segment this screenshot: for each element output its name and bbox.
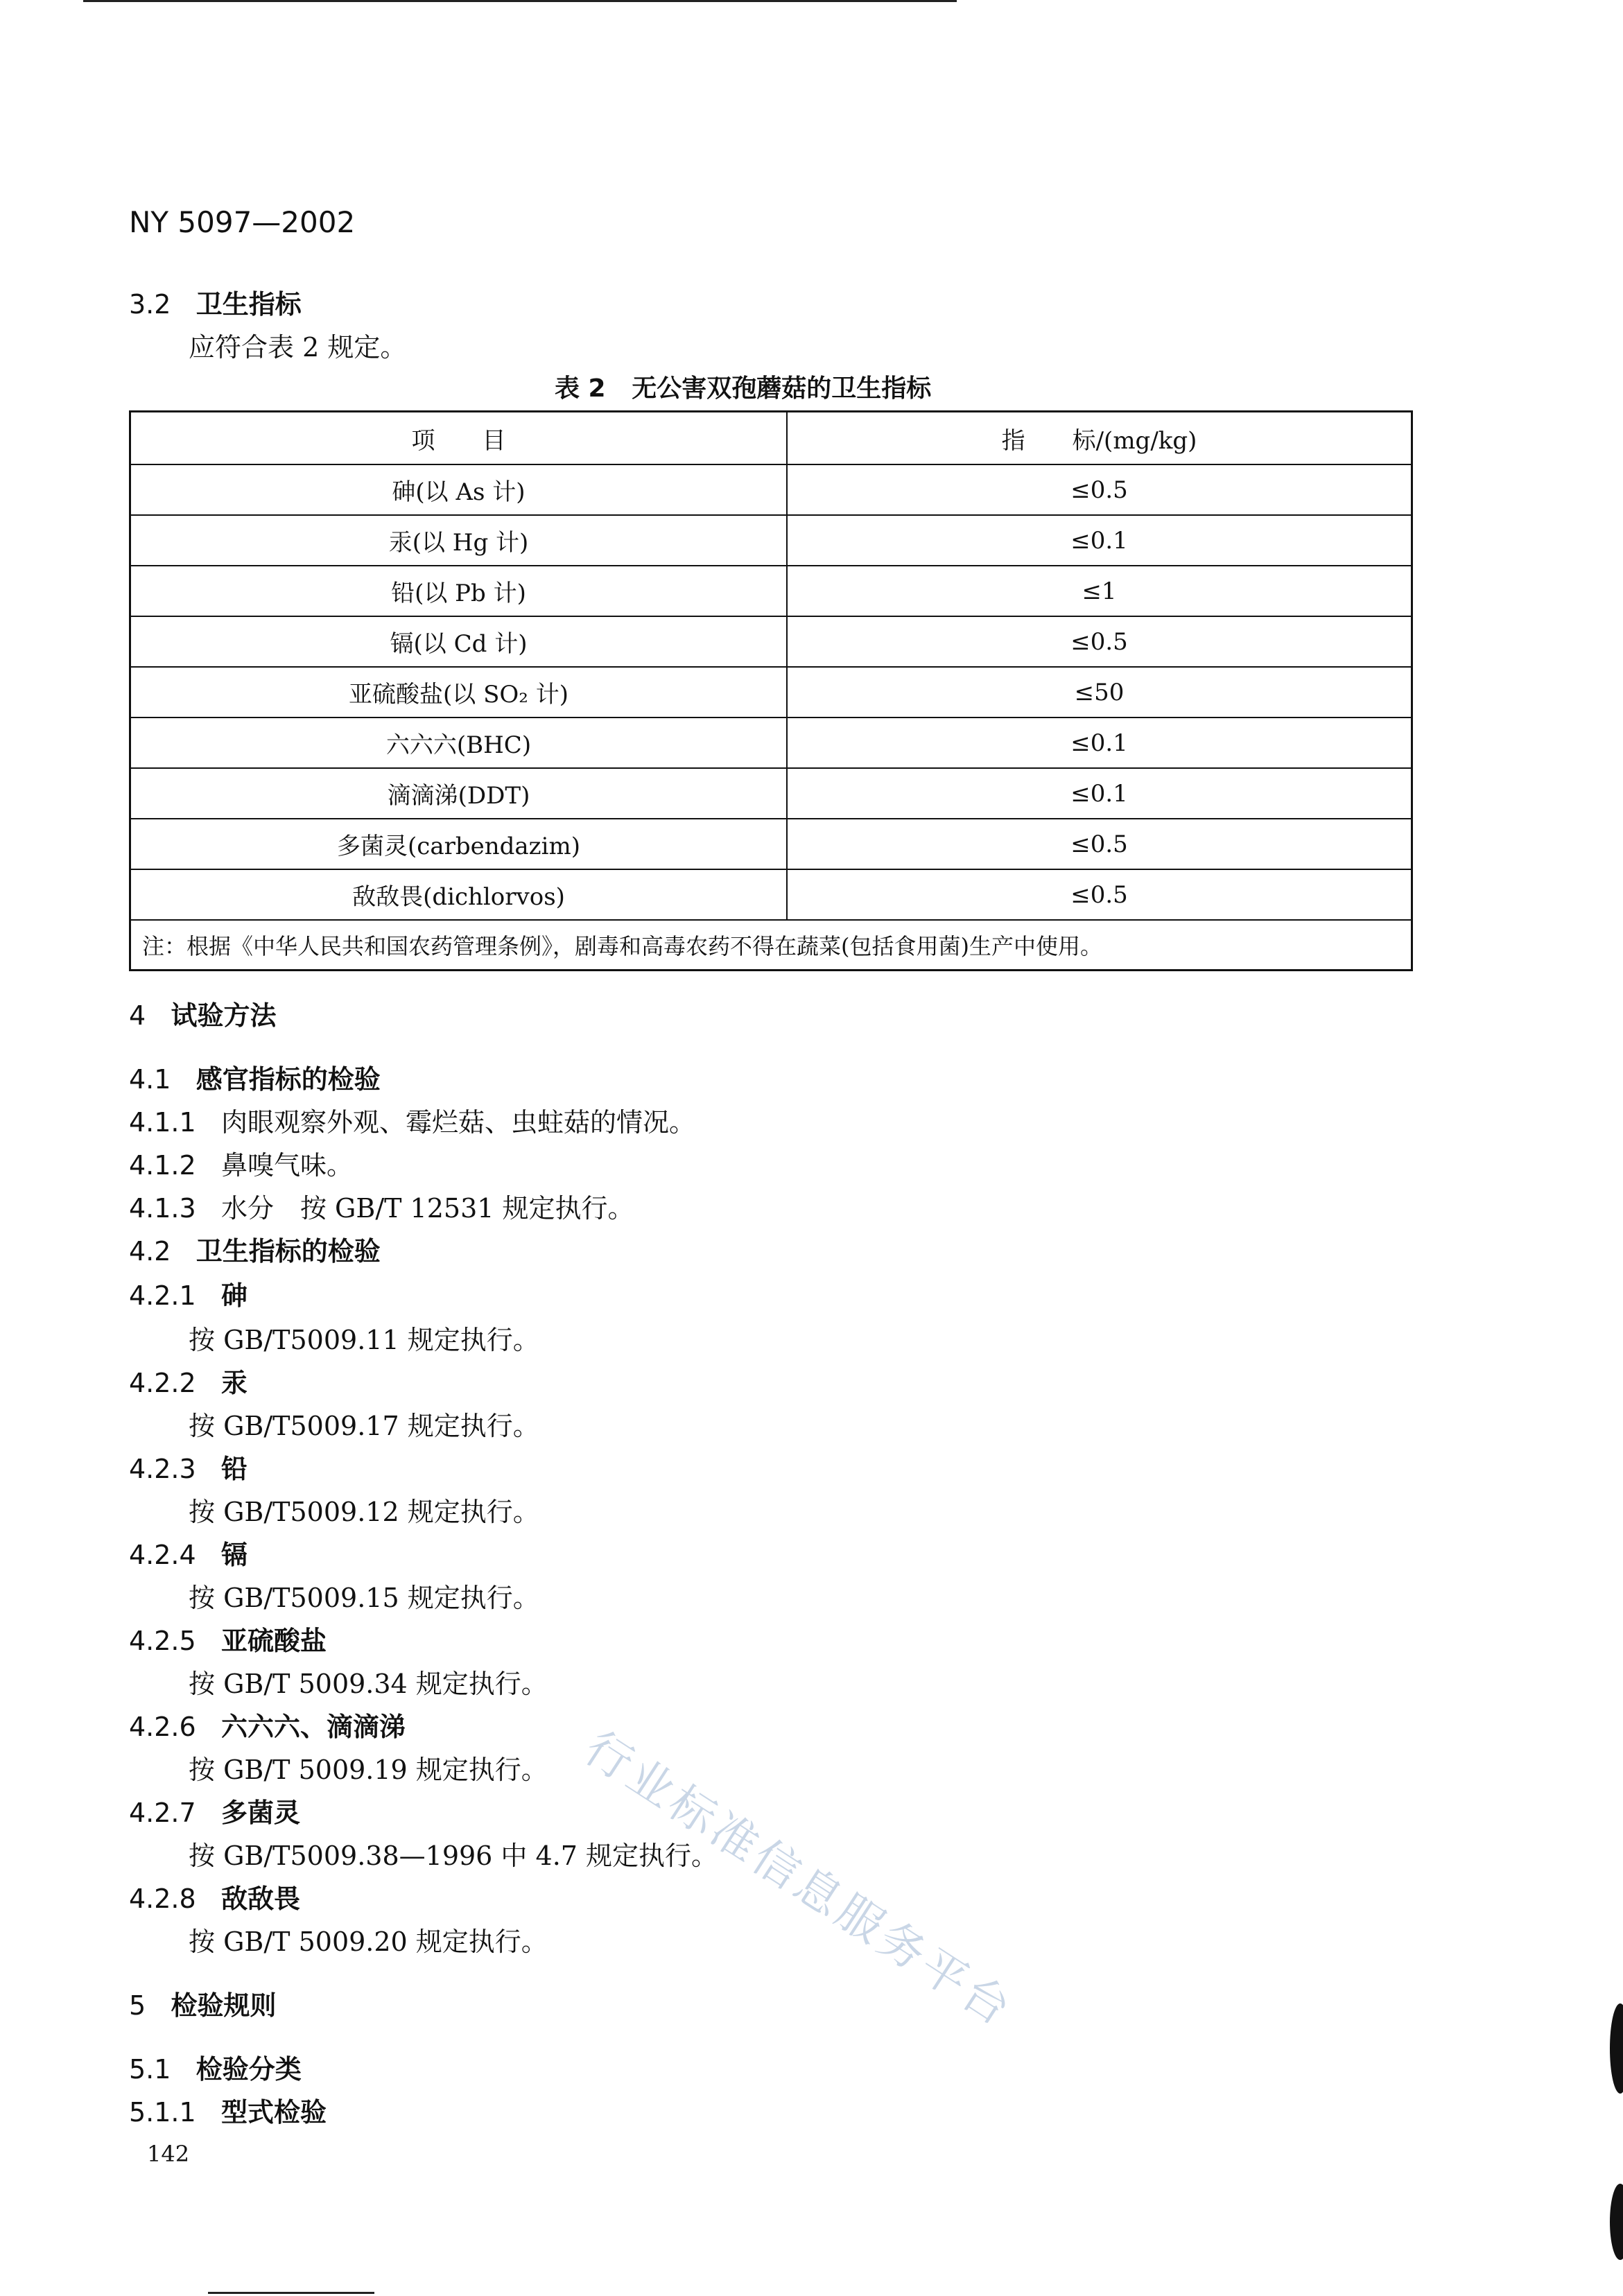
section-text: 鼻嗅气味。: [220, 1150, 353, 1181]
document-code: NY 5097—2002: [129, 205, 356, 239]
limit-cell: ≤0.5: [787, 819, 1412, 869]
section-number: 4.1: [129, 1064, 171, 1095]
section-title: 砷: [220, 1280, 248, 1311]
section-number: 4.2.3: [129, 1454, 196, 1484]
section-number: 4.2.1: [129, 1280, 196, 1311]
table-row: [130, 515, 1412, 566]
section-title: 卫生指标的检验: [196, 1236, 381, 1267]
section-4-2-4-heading: [129, 1533, 248, 1572]
bottom-scan-line: [208, 2292, 374, 2294]
section-4-2-2-heading: [129, 1362, 248, 1400]
hygiene-index-table: [129, 410, 1413, 971]
section-title: 感官指标的检验: [196, 1064, 381, 1095]
section-4-1-2: [129, 1144, 353, 1182]
table-row: [130, 464, 1412, 515]
limit-cell: ≤0.1: [787, 515, 1412, 566]
section-4-2-8-heading: [129, 1877, 300, 1915]
item-cell: 滴滴涕(DDT): [130, 768, 788, 819]
section-4-1-heading: [129, 1058, 381, 1096]
item-cell: 亚硫酸盐(以 SO₂ 计): [130, 667, 788, 718]
section-4-2-8-text: 按 GB/T 5009.20 规定执行。: [189, 1927, 548, 1957]
section-4-2-7-text: 按 GB/T5009.38—1996 中 4.7 规定执行。: [189, 1841, 718, 1871]
table-row: [130, 819, 1412, 869]
table-row: [130, 566, 1412, 616]
section-text: 肉眼观察外观、霉烂菇、虫蛀菇的情况。: [220, 1107, 695, 1138]
section-4-1-3: [129, 1187, 634, 1225]
section-number: 4.1.1: [129, 1107, 196, 1138]
section-4-2-3-heading: [129, 1447, 248, 1486]
limit-cell: ≤50: [787, 667, 1412, 718]
item-cell: 敌敌畏(dichlorvos): [130, 869, 788, 920]
limit-cell: ≤0.5: [787, 869, 1412, 920]
section-number: 5.1: [129, 2054, 171, 2085]
section-title: 亚硫酸盐: [220, 1626, 327, 1656]
section-4-2-6-text: 按 GB/T 5009.19 规定执行。: [189, 1755, 548, 1785]
section-title: 六六六、滴滴涕: [220, 1712, 406, 1742]
section-title: 型式检验: [220, 2097, 327, 2128]
section-number: 4.2: [129, 1236, 171, 1267]
limit-cell: ≤0.1: [787, 768, 1412, 819]
section-4-2-7-heading: [129, 1791, 300, 1829]
table-note: 注：根据《中华人民共和国农药管理条例》，剧毒和高毒农药不得在蔬菜(包括食用菌)生产中使用。: [130, 920, 1412, 971]
section-number: 4.2.7: [129, 1798, 196, 1828]
section-title: 镉: [220, 1540, 248, 1570]
section-4-2-1-text: 按 GB/T5009.11 规定执行。: [189, 1325, 539, 1355]
section-4-heading: [129, 994, 276, 1032]
table-note-row: [130, 920, 1412, 971]
limit-cell: ≤1: [787, 566, 1412, 616]
limit-cell: ≤0.1: [787, 718, 1412, 768]
section-4-2-4-text: 按 GB/T5009.15 规定执行。: [189, 1583, 539, 1613]
header-limit: 指 标/(mg/kg): [787, 412, 1412, 465]
section-4-2-5-heading: [129, 1619, 327, 1658]
section-5-1-heading: [129, 2048, 302, 2086]
section-number: 4.2.5: [129, 1626, 196, 1656]
edge-blot: [1610, 2184, 1623, 2260]
section-4-2-1-heading: [129, 1274, 248, 1312]
section-number: 4: [129, 1000, 146, 1031]
section-3-2-text: 应符合表 2 规定。: [189, 332, 407, 363]
section-4-2-2-text: 按 GB/T5009.17 规定执行。: [189, 1411, 539, 1441]
section-4-2-5-text: 按 GB/T 5009.34 规定执行。: [189, 1669, 548, 1699]
table-row: [130, 667, 1412, 718]
section-text: 水分 按 GB/T 12531 规定执行。: [220, 1193, 634, 1224]
section-title: 卫生指标: [196, 289, 302, 320]
table-caption-title: 无公害双孢蘑菇的卫生指标: [632, 374, 932, 403]
section-number: 3.2: [129, 289, 171, 320]
section-number: 4.2.6: [129, 1712, 196, 1742]
section-number: 4.2.2: [129, 1368, 196, 1398]
section-number: 4.2.4: [129, 1540, 196, 1570]
section-number: 4.1.3: [129, 1193, 196, 1224]
section-5-heading: [129, 1984, 276, 2022]
section-number: 4.1.2: [129, 1150, 196, 1181]
section-5-1-1-heading: [129, 2091, 327, 2129]
item-cell: 多菌灵(carbendazim): [130, 819, 788, 869]
limit-cell: ≤0.5: [787, 616, 1412, 667]
item-cell: 镉(以 Cd 计): [130, 616, 788, 667]
top-scan-line: [83, 0, 957, 2]
section-4-1-1: [129, 1101, 695, 1139]
limit-cell: ≤0.5: [787, 464, 1412, 515]
section-number: 5: [129, 1990, 146, 2021]
table-row: [130, 869, 1412, 920]
item-cell: 砷(以 As 计): [130, 464, 788, 515]
section-title: 检验规则: [171, 1990, 277, 2021]
table-row: [130, 768, 1412, 819]
section-4-2-heading: [129, 1230, 381, 1268]
item-cell: 六六六(BHC): [130, 718, 788, 768]
header-item: 项 目: [130, 412, 788, 465]
section-3-2-heading: [129, 283, 302, 321]
section-4-2-6-heading: [129, 1705, 406, 1743]
table-row: [130, 616, 1412, 667]
table-caption: [555, 369, 931, 404]
section-title: 多菌灵: [220, 1798, 300, 1828]
section-number: 5.1.1: [129, 2097, 196, 2128]
section-title: 检验分类: [196, 2054, 302, 2085]
section-title: 汞: [220, 1368, 248, 1398]
section-4-2-3-text: 按 GB/T5009.12 规定执行。: [189, 1497, 539, 1527]
table-caption-number: 表 2: [555, 374, 606, 403]
item-cell: 汞(以 Hg 计): [130, 515, 788, 566]
section-title: 敌敌畏: [220, 1884, 300, 1914]
table-header-row: [130, 412, 1412, 465]
table-row: [130, 718, 1412, 768]
section-number: 4.2.8: [129, 1884, 196, 1914]
page-number: 142: [147, 2141, 190, 2167]
section-title: 试验方法: [171, 1000, 277, 1031]
item-cell: 铅(以 Pb 计): [130, 566, 788, 616]
watermark-text: 行业标准信息服务平台: [575, 1721, 1023, 2038]
section-title: 铅: [220, 1454, 248, 1484]
edge-blot: [1610, 2003, 1623, 2094]
